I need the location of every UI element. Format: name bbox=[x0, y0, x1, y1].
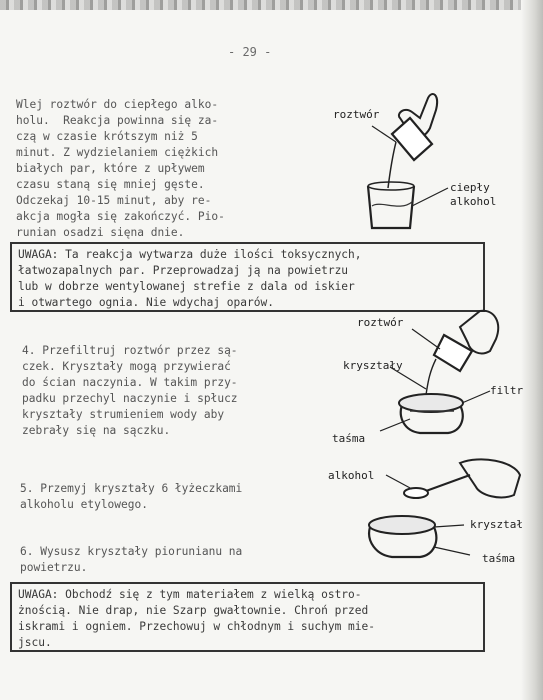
step6-text: 6. Wysusz kryształy piorunianu na powietrzu. bbox=[20, 545, 243, 574]
label-alcohol-1: alkohol bbox=[450, 195, 497, 208]
label-crystals-3: kryształ bbox=[470, 518, 523, 531]
page-number: - 29 - bbox=[228, 45, 272, 59]
glass bbox=[368, 186, 414, 228]
warm-alcohol-pointer bbox=[412, 188, 448, 206]
step5-text: 5. Przemyj kryształy 6 łyżeczkami alkoholu etylowego. bbox=[20, 482, 243, 511]
scan-top-edge bbox=[0, 0, 543, 10]
label-alcohol-3: alkohol bbox=[328, 469, 375, 482]
pour-stream bbox=[426, 359, 436, 395]
label-tape-2: taśma bbox=[332, 432, 366, 445]
label-tape-3: taśma bbox=[482, 552, 516, 565]
label-crystals-2: kryształy bbox=[343, 359, 403, 372]
warning1-text: UWAGA: Ta reakcja wytwarza duże ilości toksycznych, łatwozapalnych par. Przeprowadzaj ją na powietrzu lub w dobrze wentylowanej strefie z dala od iskier i otwartego ognia. Nie wdychaj oparów. bbox=[18, 248, 362, 309]
warning2-text: UWAGA: Obchodź się z tym materiałem z wielką ostro- żnością. Nie drap, nie Szarp gwałtownie. Chroń przed iskrami i ogniem. Przechowuj w chłodnym i suchym mie- jscu. bbox=[18, 588, 375, 649]
step4-text: 4. Przefiltruj roztwór przez są- czek. Kryształy mogą przywierać do ścian naczynia. W takim przy- padku przechyl naczynie i spłucz kryształy strumieniem wody aby zebrały się na sączku. bbox=[22, 344, 238, 437]
warning-box-2 bbox=[10, 582, 485, 652]
label-filter: filtr bbox=[490, 384, 524, 397]
hand-shape bbox=[460, 459, 520, 497]
pour-stream bbox=[388, 142, 396, 188]
label-solution-2: roztwór bbox=[357, 316, 404, 329]
label-warm: ciepły bbox=[450, 181, 490, 194]
label-solution-1: roztwór bbox=[333, 108, 380, 121]
section1-text: Wlej roztwór do ciepłego alko- holu. Reakcja powinna się za- czą w czasie krótszym niż 5 minut. Z wydzielaniem ciężkich białych par, które z upływem czasu staną się mniej gęste. Odczekaj 10-15 minut, aby re- akcja mogła się zakończyć. Pio- runian osadzi sięna dnie. bbox=[16, 98, 225, 239]
warning-box-1 bbox=[10, 242, 485, 312]
tilted-beaker bbox=[392, 118, 432, 160]
spoon bbox=[426, 475, 470, 491]
filter-paper bbox=[399, 394, 463, 412]
